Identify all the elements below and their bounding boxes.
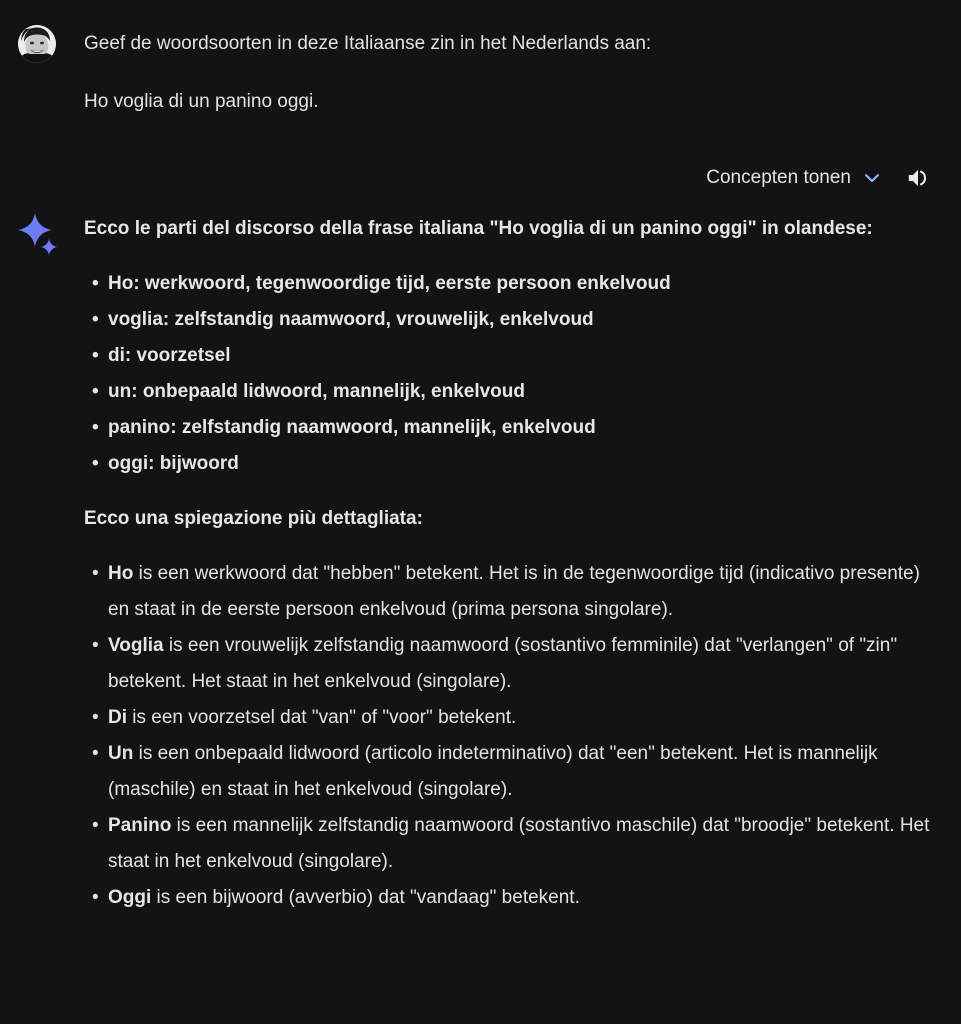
details-item-lead: Panino (108, 815, 172, 836)
read-aloud-button[interactable] (905, 165, 931, 191)
details-heading: Ecco una spiegazione più dettagliata: (84, 508, 423, 529)
details-item-text: is een voorzetsel dat "van" of "voor" betekent. (127, 707, 517, 728)
details-item-text: is een vrouwelijk zelfstandig naamwoord (sostantivo femminile) dat "verlangen" of "zin" betekent. Het staat in het enkelvoud (singolare). (108, 635, 898, 692)
user-message-content (84, 30, 931, 193)
pos-list-item-text: oggi: bijwoord (108, 453, 239, 474)
user-gutter (18, 30, 84, 193)
user-message (18, 30, 931, 193)
details-item-lead: Ho (108, 563, 134, 584)
response-actions-row (84, 163, 931, 193)
details-list-item (91, 880, 931, 916)
response-intro: Ecco le parti del discorso della frase italiana "Ho voglia di un panino oggi" in olandese: (84, 218, 873, 239)
details-item-text: is een mannelijk zelfstandig naamwoord (sostantivo maschile) dat "broodje" betekent. Het staat in het enkelvoud (singolare). (108, 815, 930, 872)
details-item-lead: Voglia (108, 635, 164, 656)
details-list (84, 556, 931, 916)
pos-list-item-text: voglia: zelfstandig naamwoord, vrouwelijk, enkelvoud (108, 309, 594, 330)
gemini-sparkle-icon (18, 213, 60, 257)
pos-list (84, 266, 931, 482)
speaker-icon (905, 165, 931, 191)
details-item-text: is een onbepaald lidwoord (articolo indeterminativo) dat "een" betekent. Het is mannelijk (maschile) en staat in het enkelvoud (singolare). (108, 743, 878, 800)
show-drafts-button[interactable] (706, 167, 883, 189)
show-drafts-label: Concepten tonen (706, 167, 851, 188)
details-list-item (91, 556, 931, 628)
user-prompt-line2: Ho voglia di un panino oggi. (84, 91, 319, 112)
model-response-content (84, 211, 931, 916)
details-item-lead: Un (108, 743, 134, 764)
pos-list-item (91, 338, 931, 374)
user-avatar-image (18, 25, 56, 63)
details-item-text: is een werkwoord dat "hebben" betekent. Het is in de tegenwoordige tijd (indicativo presente) en staat in de eerste persoon enkelvoud (prima persona singolare). (108, 563, 920, 620)
details-item-text: is een bijwoord (avverbio) dat "vandaag" betekent. (151, 887, 580, 908)
pos-list-item (91, 410, 931, 446)
pos-list-item-text: di: voorzetsel (108, 345, 231, 366)
user-prompt-line1: Geef de woordsoorten in deze Italiaanse zin in het Nederlands aan: (84, 33, 652, 54)
pos-list-item-text: Ho: werkwoord, tegenwoordige tijd, eerste persoon enkelvoud (108, 273, 671, 294)
pos-list-item (91, 446, 931, 482)
details-item-lead: Oggi (108, 887, 152, 908)
details-item-lead: Di (108, 707, 127, 728)
model-gutter (18, 211, 84, 916)
pos-list-item-text: panino: zelfstandig naamwoord, mannelijk, enkelvoud (108, 417, 596, 438)
pos-list-item (91, 302, 931, 338)
details-list-item (91, 736, 931, 808)
pos-list-item (91, 266, 931, 302)
pos-list-item (91, 374, 931, 410)
details-list-item (91, 700, 931, 736)
user-avatar (18, 25, 56, 63)
model-response (18, 211, 931, 916)
chevron-down-icon (861, 167, 883, 189)
details-list-item (91, 808, 931, 880)
pos-list-item-text: un: onbepaald lidwoord, mannelijk, enkelvoud (108, 381, 525, 402)
details-list-item (91, 628, 931, 700)
